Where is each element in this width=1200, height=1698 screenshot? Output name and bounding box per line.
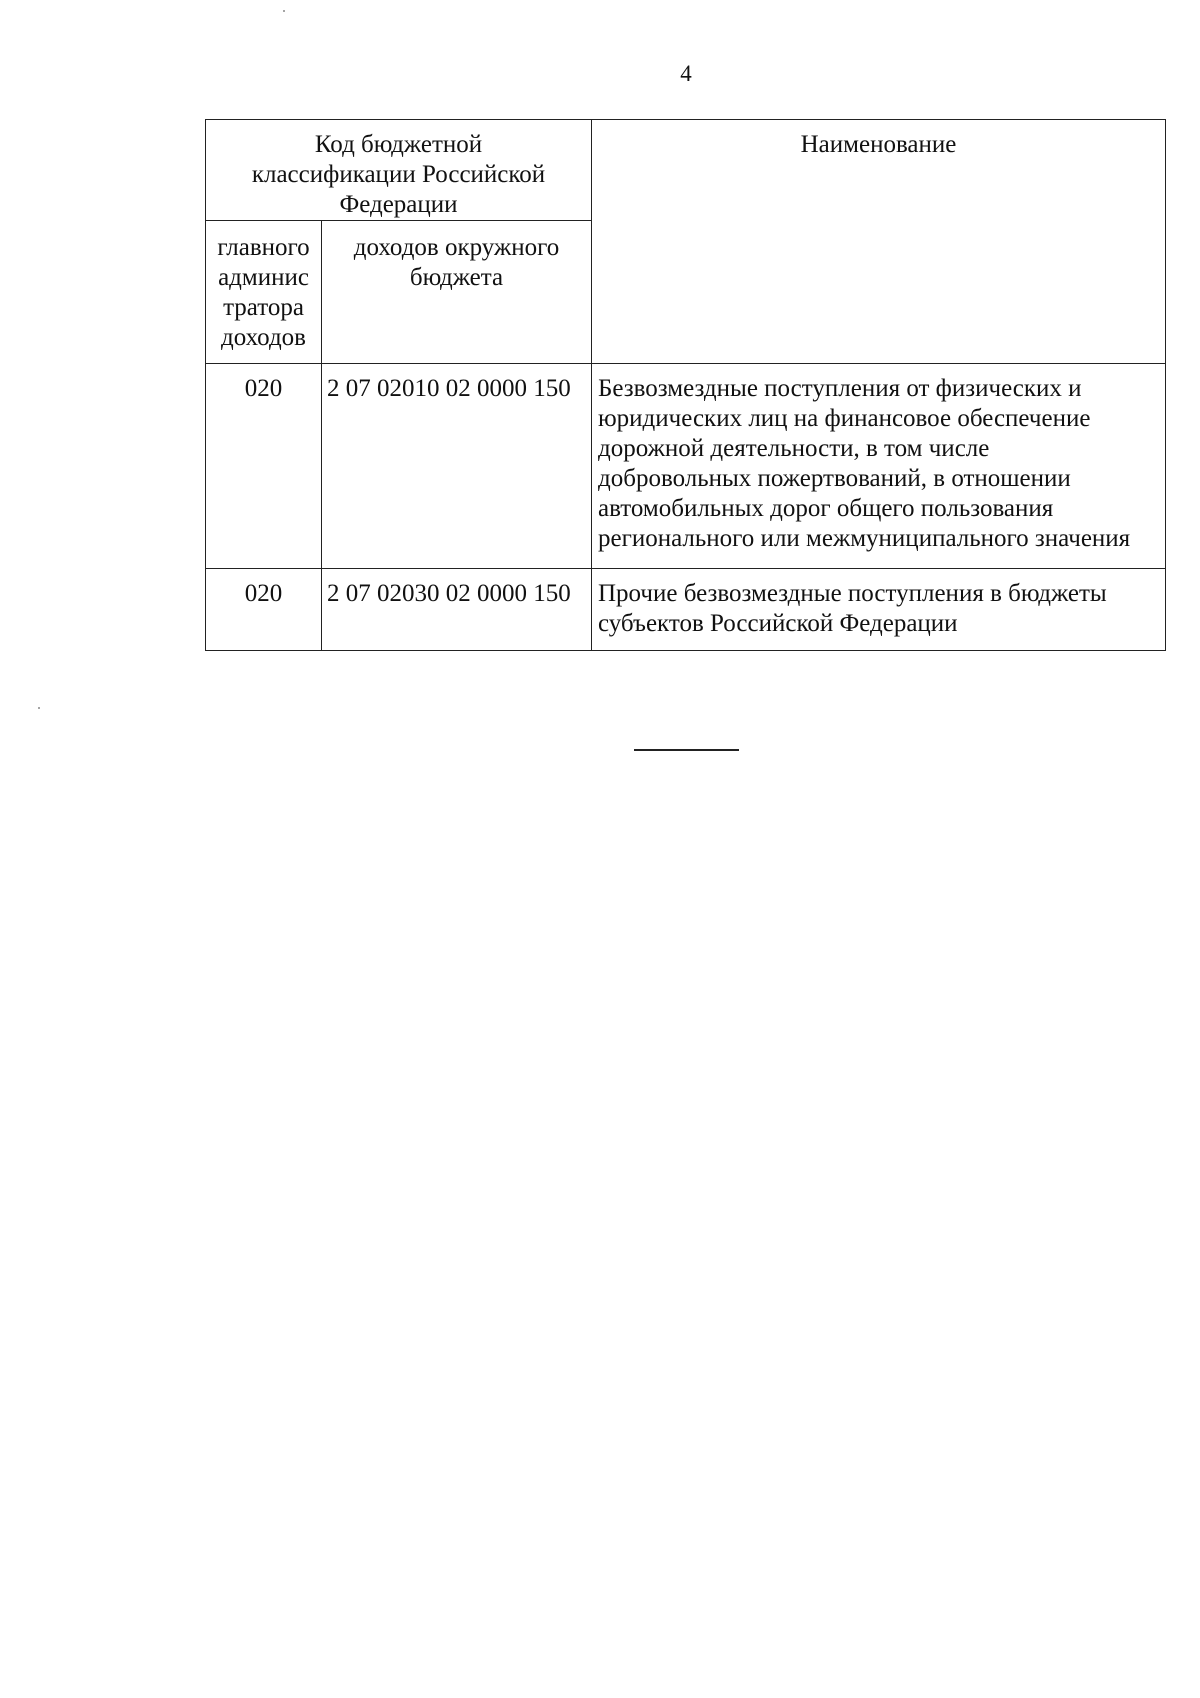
header-admin (206, 221, 322, 364)
header-income (322, 221, 592, 364)
name-line: дорожной деятельности, в том числе (598, 435, 990, 462)
table-header-row (206, 120, 1166, 221)
header-name-title (592, 120, 1166, 364)
header-admin-text: главного админис тратора доходов (217, 234, 310, 351)
table-row (206, 364, 1166, 569)
header-group-title (206, 120, 592, 221)
admin-code-cell: 020 (206, 569, 322, 651)
name-line: юридических лиц на финансовое обеспечение (598, 405, 1091, 432)
name-line: регионального или межмуниципального значения (598, 525, 1131, 552)
budget-classification-table (205, 119, 1166, 651)
name-line: автомобильных дорог общего пользования (598, 495, 1054, 522)
admin-code-cell: 020 (206, 364, 322, 569)
name-line: Безвозмездные поступления от физических и (598, 375, 1082, 402)
income-code-cell: 2 07 02030 02 0000 150 (322, 569, 592, 651)
income-code-cell: 2 07 02010 02 0000 150 (322, 364, 592, 569)
scan-speck (38, 707, 40, 709)
header-group-title-text: Код бюджетной классификации Российской Федерации (251, 131, 546, 218)
header-name-title-text: Наименование (800, 131, 957, 158)
table-row (206, 569, 1166, 651)
header-income-text: доходов окружного бюджета (353, 234, 560, 291)
name-line: Прочие безвозмездные поступления в бюджеты (598, 580, 1107, 607)
end-of-document-rule (634, 749, 739, 751)
page-number: 4 (680, 61, 692, 86)
name-cell (592, 569, 1166, 651)
name-line: добровольных пожертвований, в отношении (598, 465, 1071, 492)
name-cell (592, 364, 1166, 569)
name-line: субъектов Российской Федерации (598, 610, 958, 637)
scan-speck (283, 10, 285, 12)
